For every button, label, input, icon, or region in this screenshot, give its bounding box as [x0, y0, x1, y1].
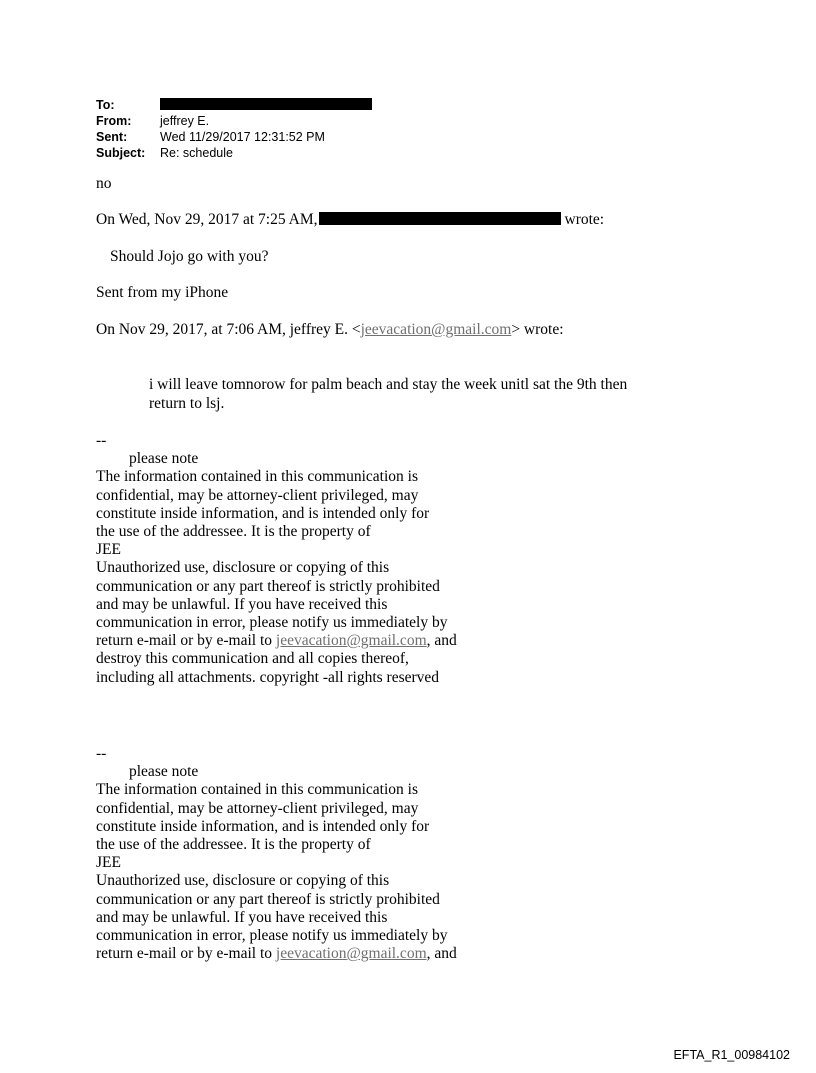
disclaimer-line: The information contained in this communication is — [96, 781, 418, 799]
disclaimer-email-link[interactable]: jeevacation@gmail.com — [275, 632, 427, 650]
disclaimer-line: confidential, may be attorney-client privileged, may — [96, 799, 419, 817]
redaction-bar — [160, 98, 372, 110]
sent-label: Sent: — [96, 130, 128, 144]
quote2-prefix: On Nov 29, 2017, at 7:06 AM, jeffrey E. < — [96, 321, 361, 338]
disclaimer-email-link[interactable]: jeevacation@gmail.com — [275, 945, 427, 963]
disclaimer-email-line: return e-mail or by e-mail to jeevacation@gmail.com, and — [96, 945, 457, 963]
reply-text: no — [96, 175, 112, 192]
quote1-suffix: wrote: — [564, 211, 605, 228]
sent-value: Wed 11/29/2017 12:31:52 PM — [160, 130, 325, 144]
disclaimer-line: including all attachments. copyright -all rights reserved — [96, 668, 440, 686]
disclaimer-line: JEE — [96, 541, 121, 559]
disclaimer-line: constitute inside information, and is intended only for — [96, 504, 430, 522]
disclaimer-line: and may be unlawful. If you have received this — [96, 908, 388, 926]
quote-attribution-1 — [96, 211, 604, 229]
disclaimer-line: and may be unlawful. If you have received this — [96, 595, 388, 613]
separator: -- — [96, 745, 107, 762]
disclaimer-block-1 — [96, 432, 457, 687]
disclaimer-line: communication or any part thereof is strictly prohibited — [96, 890, 440, 908]
disclaimer-line: destroy this communication and all copies thereof, — [96, 650, 409, 668]
disclaimer-line: the use of the addressee. It is the property of — [96, 523, 371, 541]
disclaimer-email-line: return e-mail or by e-mail to jeevacation@gmail.com, and — [96, 632, 457, 650]
question-text: Should Jojo go with you? — [110, 248, 269, 265]
disclaimer-line: The information contained in this communication is — [96, 468, 418, 486]
disclaimer-block-2 — [96, 745, 457, 963]
subject-label: Subject: — [96, 146, 146, 160]
email-link[interactable]: jeevacation@gmail.com — [360, 321, 512, 338]
disclaimer-line: the use of the addressee. It is the property of — [96, 836, 371, 854]
disclaimer-note: please note — [129, 763, 199, 781]
disclaimer-note: please note — [129, 450, 199, 468]
from-label: From: — [96, 114, 132, 128]
disclaimer-line: communication in error, please notify us immediately by — [96, 614, 448, 632]
disclaimer-line: confidential, may be attorney-client privileged, may — [96, 486, 419, 504]
document-id: EFTA_R1_00984102 — [673, 1048, 790, 1062]
subject-value: Re: schedule — [160, 146, 233, 160]
signature-text: Sent from my iPhone — [96, 284, 229, 301]
disclaimer-line: Unauthorized use, disclosure or copying of this — [96, 559, 390, 577]
disclaimer-line: communication in error, please notify us immediately by — [96, 927, 448, 945]
from-value: jeffrey E. — [160, 114, 210, 128]
disclaimer-line: communication or any part thereof is strictly prohibited — [96, 577, 440, 595]
to-label: To: — [96, 98, 115, 112]
message-line-2: return to lsj. — [149, 395, 225, 412]
quote2-suffix: > wrote: — [511, 321, 564, 338]
disclaimer-line: JEE — [96, 854, 121, 872]
disclaimer-line: Unauthorized use, disclosure or copying of this — [96, 872, 390, 890]
quote-attribution-2 — [96, 321, 564, 339]
message-line-1: i will leave tomnorow for palm beach and stay the week unitl sat the 9th then — [149, 376, 628, 393]
separator: -- — [96, 432, 107, 449]
disclaimer-line: constitute inside information, and is intended only for — [96, 817, 430, 835]
redaction-bar-2 — [319, 212, 561, 225]
quote1-prefix: On Wed, Nov 29, 2017 at 7:25 AM, — [96, 211, 318, 228]
